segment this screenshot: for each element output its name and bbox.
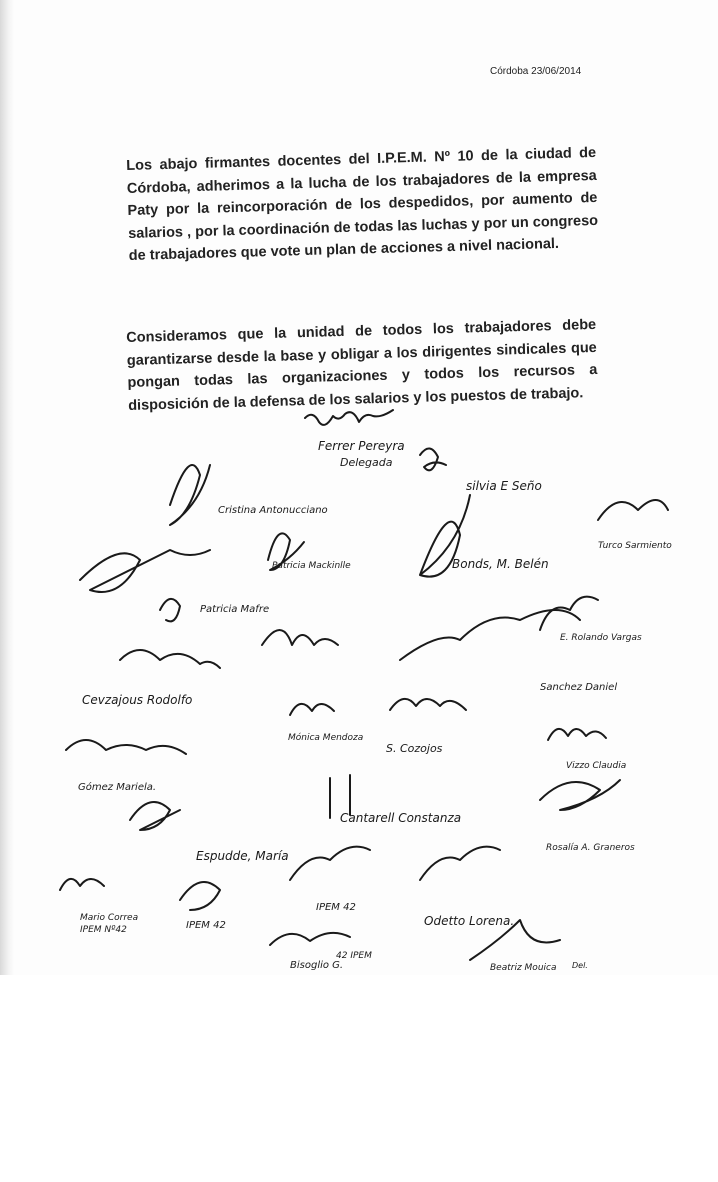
- signature-name: Beatriz Mouica: [490, 963, 557, 973]
- signature-name: silvia E Seño: [466, 479, 542, 493]
- signature-name: Bonds, M. Belén: [452, 557, 549, 571]
- signature-name: Turco Sarmiento: [598, 541, 672, 551]
- signature-name: Vizzo Claudia: [566, 761, 627, 771]
- signature-name: Odetto Lorena.: [424, 914, 515, 928]
- signature-note: Delegada: [340, 456, 393, 469]
- signature-note: Del.: [572, 961, 588, 970]
- paragraph-1: Los abajo firmantes docentes del I.P.E.M. Nº 10 de la ciudad de Córdoba, adherimos a la lucha de los trabajadores de la empresa Paty por la reincorporación de los despedidos, por aumento de salarios , por la coordinación de todas las luchas y por un congreso de trabajadores que vote un plan de acciones a nivel nacional.: [126, 144, 599, 264]
- signature-name: Mónica Mendoza: [288, 733, 364, 743]
- signature-note: IPEM Nº42: [80, 925, 127, 935]
- signature-name: Bisoglio G.: [290, 960, 344, 971]
- signature-name: Rosalía A. Graneros: [546, 843, 635, 853]
- signature-name: Cevzajous Rodolfo: [82, 693, 193, 707]
- signature-name: Ferrer Pereyra: [318, 439, 405, 453]
- signature-name: S. Cozojos: [386, 742, 443, 755]
- signature-name: Mario Correa: [80, 913, 139, 923]
- signature-name: E. Rolando Vargas: [560, 633, 642, 643]
- paragraph-2: Consideramos que la unidad de todos los trabajadores debe garantizarse desde la base y obligar a los dirigentes sindicales que pongan todas las organizaciones y todos los recursos a disposición de la defensa de los salarios y los puestos de trabajo.: [126, 316, 598, 414]
- signature-name: Patricia Mackinlle: [272, 561, 351, 571]
- document-date: Córdoba 23/06/2014: [490, 66, 582, 77]
- signature-name: IPEM 42: [186, 920, 226, 931]
- signature-name: Cristina Antonucciano: [218, 505, 328, 516]
- signature-note: 42 IPEM: [336, 951, 372, 961]
- signature-name: Espudde, María: [196, 849, 289, 863]
- signature-name: Gómez Mariela.: [78, 782, 157, 793]
- signature-name: Cantarell Constanza: [340, 811, 462, 825]
- signature-name: IPEM 42: [316, 902, 356, 913]
- signature-name: Sanchez Daniel: [540, 682, 618, 693]
- signature-name: Patricia Mafre: [200, 604, 270, 615]
